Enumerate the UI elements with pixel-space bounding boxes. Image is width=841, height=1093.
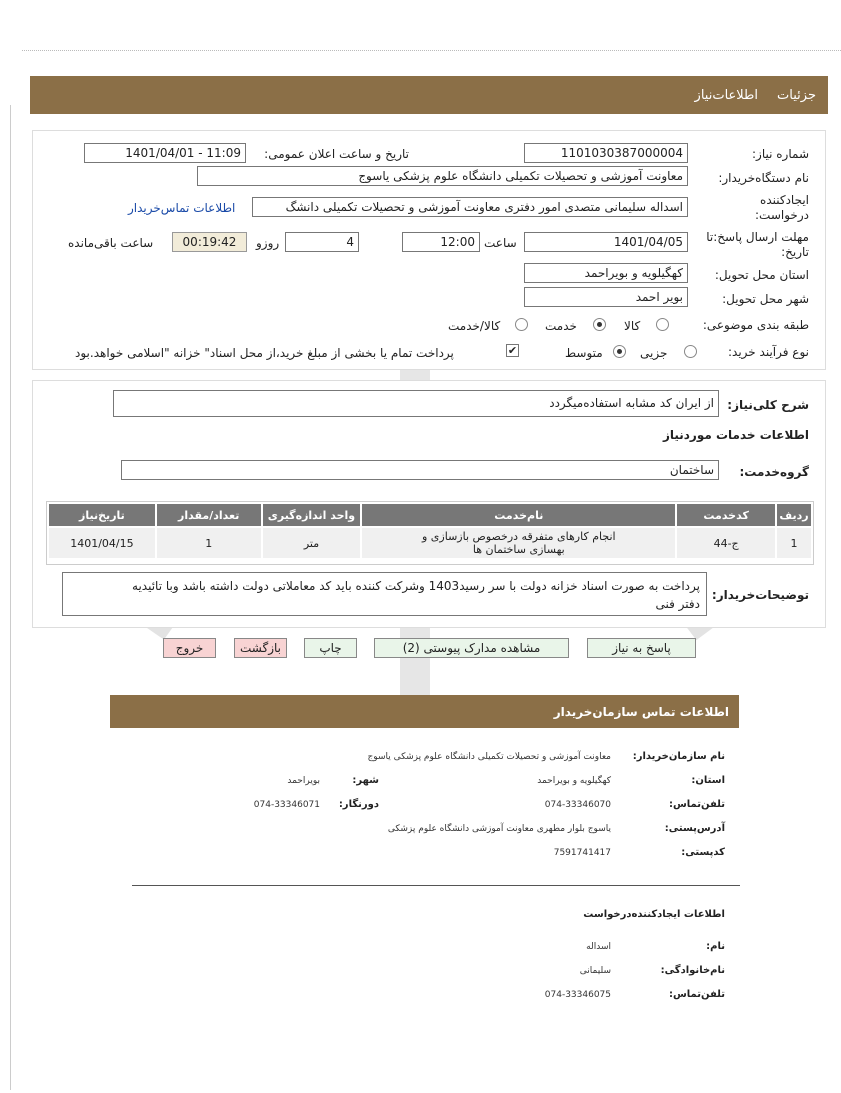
reply-button[interactable]: پاسخ به نیاز [587,638,696,658]
header-bar [30,76,828,114]
col-date: تاریخ‌نیاز [48,503,156,527]
creator-label-2: درخواست: [755,208,809,222]
cell-date: 1401/04/15 [48,527,156,559]
category-radio-goods[interactable] [656,318,669,331]
city-label: شهر محل تحویل: [722,292,809,306]
category-option-goods: کالا [624,319,641,333]
print-button[interactable]: چاپ [304,638,357,658]
need-number-label: شماره نیاز: [752,147,809,161]
deadline-date-field: 1401/04/05 [524,232,688,252]
tab-details[interactable]: جزئیات [777,88,816,103]
services-table [47,502,813,560]
city-field: بویر احمد [524,287,688,307]
category-option-goods-service: کالا/خدمت [448,319,501,333]
days-label: روزو [256,236,280,250]
deadline-time-field: 12:00 [402,232,480,252]
tab-need-info[interactable]: اطلاعات‌نیاز [694,88,758,103]
postal-value: 7591741417 [553,848,611,858]
announce-label: تاریخ و ساعت اعلان عمومی: [264,147,409,161]
days-field: 4 [285,232,359,252]
services-table-frame [46,501,814,565]
cell-name-line-2: بهسازی ساختمان ها [472,543,565,556]
province-label: استان محل تحویل: [714,268,809,282]
creator-phone-value: 074-33346075 [544,990,611,1000]
announce-field: 1401/04/01 - 11:09 [84,143,246,163]
notes-label: توضیحات‌خریدار: [711,588,809,602]
category-option-service: خدمت [545,319,577,333]
col-code: کدخدمت [676,503,776,527]
services-heading: اطلاعات خدمات موردنیاز [662,428,809,442]
creator-field: اسداله سلیمانی متصدی امور دفتری معاونت آموزشی و تحصیلات تکمیلی دانشگ [252,197,688,217]
name-label: نام: [706,941,725,952]
col-qty: تعداد/مقدار [156,503,262,527]
time-label: ساعت [484,236,517,250]
group-label: گروه‌خدمت: [739,465,809,479]
fax-value: 074-33346071 [253,800,320,810]
phone-label: تلفن‌تماس: [668,799,725,810]
col-row: ردیف [776,503,812,527]
contact-bar [110,695,739,728]
province-field: کهگیلویه و بویراحمد [524,263,688,283]
left-border [10,105,11,1090]
cell-code: ج-44 [676,527,776,559]
org-value: معاونت آموزشی و تحصیلات تکمیلی دانشگاه علوم پزشکی یاسوج [367,752,611,762]
attachments-button[interactable]: مشاهده مدارک پیوستی (2) [374,638,569,658]
process-option-medium: متوسط [565,346,603,360]
notes-line-2: دفتر فنی [655,597,700,611]
contact-province-value: کهگیلویه و بویراحمد [537,776,611,786]
cell-row: 1 [776,527,812,559]
contact-bar-title: اطلاعات تماس سازمان‌خریدار [553,705,729,719]
remaining-label: ساعت باقی‌مانده [68,236,154,250]
family-label: نام‌خانوادگی: [660,965,725,976]
process-option-minor: جزیی [640,346,668,360]
address-label: آدرس‌پستی: [664,823,725,834]
phone-value: 074-33346070 [544,800,611,810]
process-label: نوع فرآیند خرید: [728,345,809,359]
category-radio-service[interactable] [593,318,606,331]
cell-unit: متر [262,527,362,559]
table-row [48,527,812,559]
contact-province-label: استان: [691,775,725,786]
address-value: یاسوج بلوار مطهری معاونت آموزشی دانشگاه علوم پزشکی [387,824,611,834]
contact-city-value: بویراحمد [287,776,320,786]
deadline-label-2: تاریخ: [781,245,809,259]
category-radio-goods-service[interactable] [515,318,528,331]
notes-line-1: پرداخت به صورت اسناد خزانه دولت با سر رسید1403 وشرکت کننده باید کد معاملاتی دولت داشته باشد وبا تائیدیه [132,579,700,593]
treasury-text: پرداخت تمام یا بخشی از مبلغ خرید،از محل اسناد" خزانه "اسلامی خواهد.بود [75,346,454,360]
cell-name [361,527,676,559]
creator-phone-label: تلفن‌تماس: [668,989,725,1000]
name-value: اسداله [586,942,611,952]
org-label: نام سازمان‌خریدار: [632,751,725,762]
top-divider [22,50,841,51]
fax-label: دورنگار: [338,799,379,810]
col-name: نام‌خدمت [361,503,676,527]
col-unit: واحد اندازه‌گیری [262,503,362,527]
summary-field: از ایران کد مشابه استفاده‌میگردد [113,390,719,417]
family-value: سلیمانی [579,966,611,976]
summary-label: شرح کلی‌نیاز: [727,398,809,412]
deadline-label-1: مهلت ارسال پاسخ:تا [706,230,809,244]
back-button[interactable]: بازگشت [234,638,287,658]
contact-divider [132,885,740,886]
buyer-label: نام دستگاه‌خریدار: [718,171,809,185]
group-field: ساختمان [121,460,719,480]
cell-qty: 1 [156,527,262,559]
exit-button[interactable]: خروج [163,638,216,658]
remaining-time-field: 00:19:42 [172,232,247,252]
postal-label: کدپستی: [681,847,725,858]
creator-label-1: ایجادکننده [760,193,809,207]
process-radio-medium[interactable] [613,345,626,358]
contact-city-label: شهر: [352,775,379,786]
process-radio-minor[interactable] [684,345,697,358]
need-number-field: 1101030387000004 [524,143,688,163]
notes-field [62,572,707,616]
cell-name-line-1: انجام کارهای متفرقه درخصوص بازسازی و [422,530,616,543]
buyer-field: معاونت آموزشی و تحصیلات تکمیلی دانشگاه علوم پزشکی یاسوج [197,166,688,186]
buyer-contact-link[interactable]: اطلاعات تماس‌خریدار [128,201,236,215]
creator-heading: اطلاعات ایجادکننده‌درخواست [583,909,725,920]
category-label: طبقه بندی موضوعی: [702,318,809,332]
treasury-checkbox[interactable]: ✔ [507,344,518,357]
